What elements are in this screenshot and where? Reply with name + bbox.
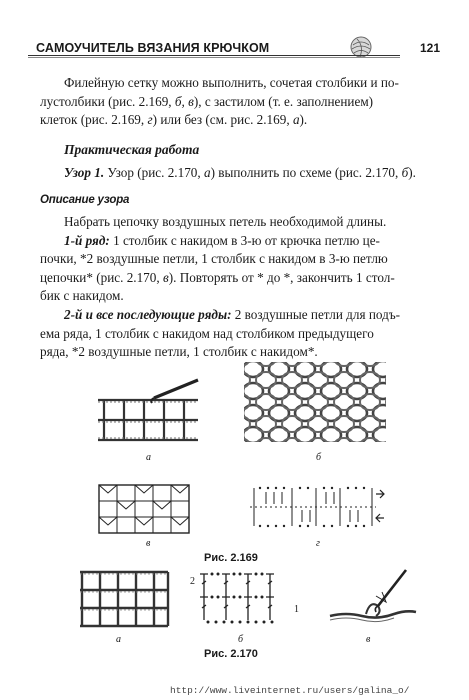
fig-2170-v-hook-drawing <box>326 566 418 630</box>
fig-2170-a-mesh-photo <box>76 566 172 632</box>
description-text: Набрать цепочку воздушных петель необходимой длины. 1-й ряд: 1 столбик с накидом в 3-ю от крючка петлю це- почки, *2 воздушные петли, 1 столбик с накидом в 3-ю петлю цепочки* (рис. 2.170, в). Повторять от * до *, закончить 1 стол- бик с накидом. 2-й и все последующие ряды: 2 воздушные петли для подъ- ема ряда, 1 столбик с накидом над столбиком предыдущего ряда, *2 воздушные петли, 1 столбик с накидом*. <box>40 214 401 360</box>
row-number-1: 1 <box>294 604 299 615</box>
fig-2169-b-honeycomb-photo <box>240 358 390 446</box>
fig-2169-label-v: в <box>146 538 151 549</box>
fig-2170-label-b: б <box>238 634 244 645</box>
row-number-2: 2 <box>190 576 195 587</box>
fig-2169-label-g: г <box>316 538 320 549</box>
fig-2169-a-mesh-photo <box>94 378 202 448</box>
intro-paragraph: Филейную сетку можно выполнить, сочетая столбики и по- лустолбики (рис. 2.169, б, в), с застилом (т. е. заполнением) клеток (рис. 2.169, г) или без (см. рис. 2.169, а). <box>40 75 399 128</box>
description-heading: Описание узора <box>40 194 130 206</box>
header-rule <box>28 55 400 56</box>
fig-2170-caption: Рис. 2.170 <box>204 648 258 660</box>
page-header <box>28 32 441 60</box>
fig-2170-label-v: в <box>366 634 371 645</box>
fig-2169-label-b: б <box>316 452 322 463</box>
pattern-paragraph: Узор 1. Узор (рис. 2.170, а) выполнить по схеме (рис. 2.170, б). <box>64 165 416 180</box>
fig-2170-b-symbol-scheme <box>200 570 292 626</box>
fig-2169-v-filet-chart <box>98 484 190 534</box>
footer-url[interactable]: http://www.liveinternet.ru/users/galina_o/ <box>170 685 410 696</box>
page-number: 121 <box>420 41 441 55</box>
fig-2169-caption: Рис. 2.169 <box>204 552 258 564</box>
running-title: САМОУЧИТЕЛЬ ВЯЗАНИЯ КРЮЧКОМ <box>36 41 270 55</box>
fig-2169-g-symbol-chart <box>246 484 386 530</box>
practical-heading: Практическая работа <box>64 142 200 157</box>
fig-2169-label-a: а <box>146 452 151 463</box>
fig-2170-label-a: а <box>116 634 121 645</box>
header-rule-thin <box>28 57 400 58</box>
